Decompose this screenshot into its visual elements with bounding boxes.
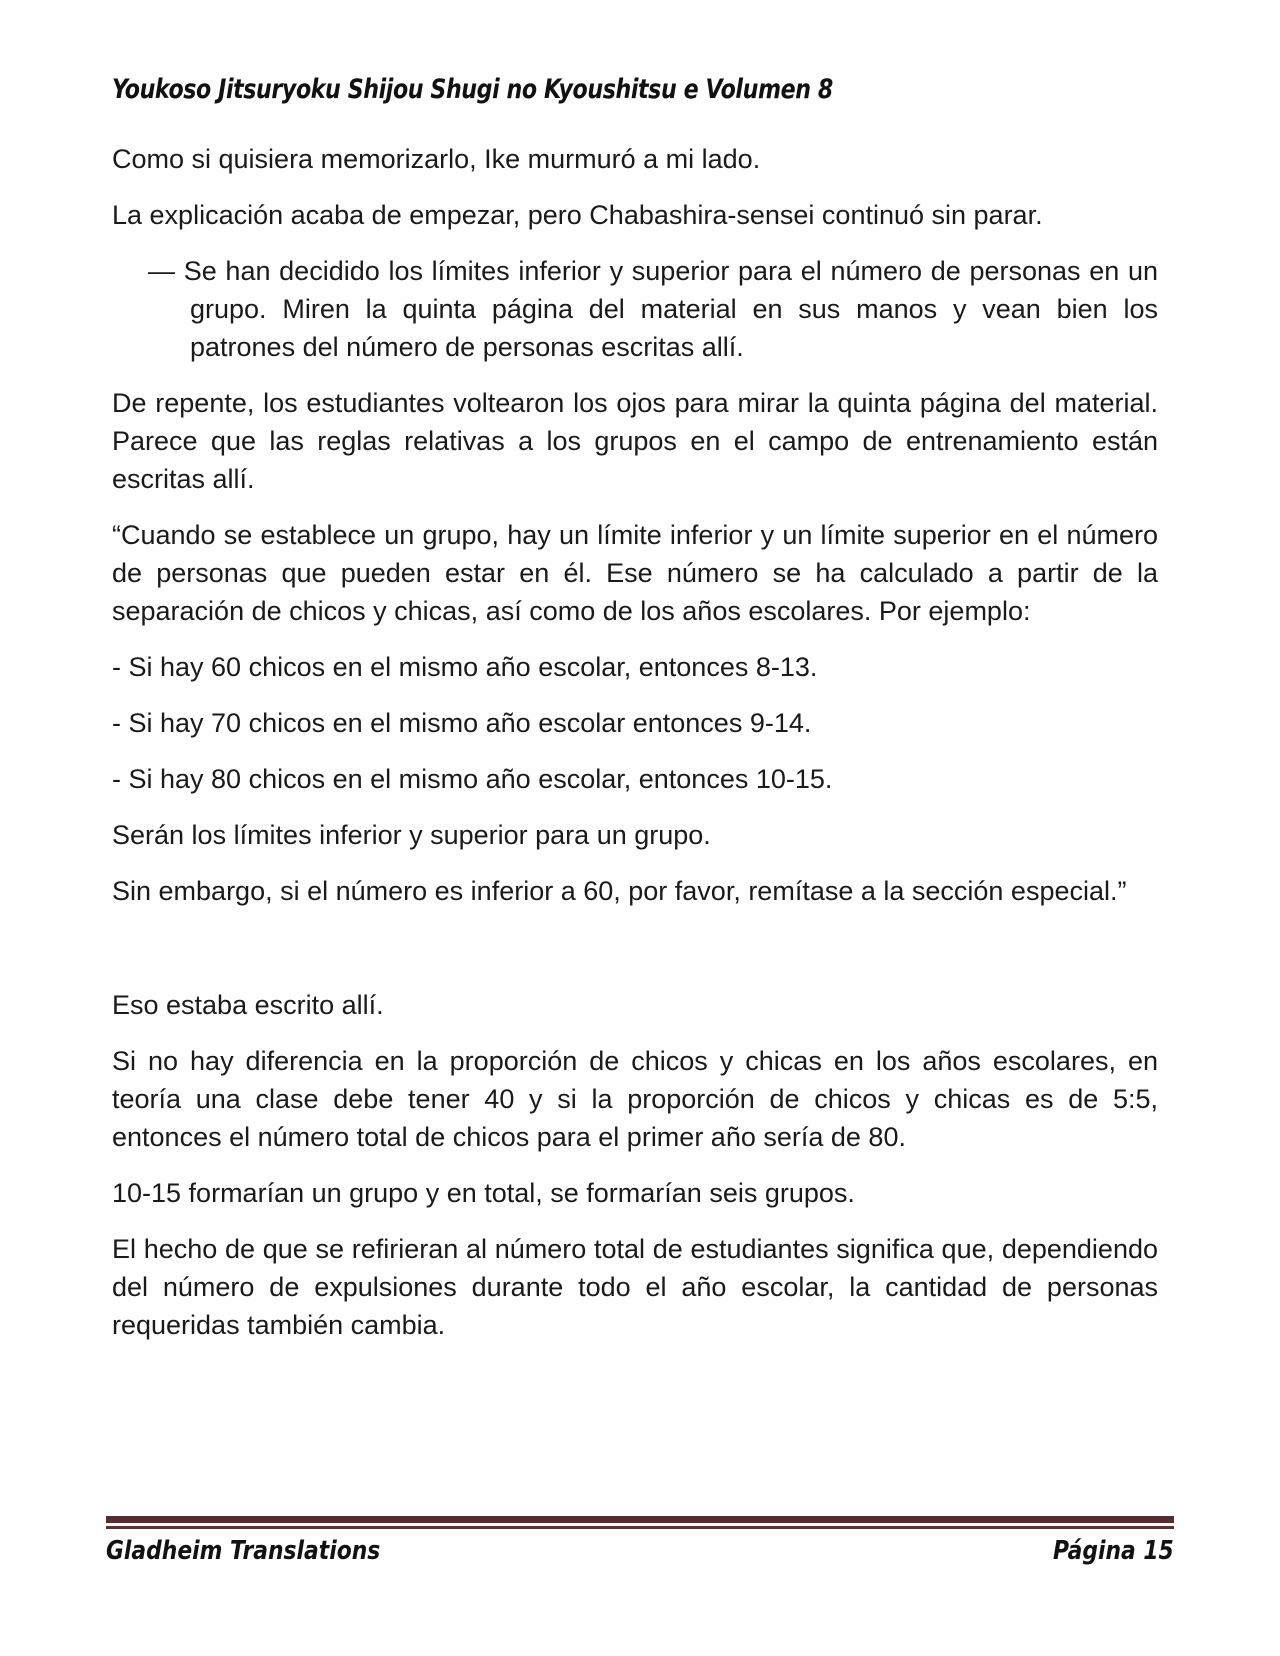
document-body <box>112 140 1158 1344</box>
example-item-80: - Si hay 80 chicos en el mismo año escolar, entonces 10-15. <box>112 764 833 794</box>
footer-translator-credit: Gladheim Translations <box>106 1536 381 1566</box>
rules-quote-intro: “Cuando se establece un grupo, hay un límite inferior y un límite superior en el número de personas que pueden estar en él. Ese número se ha calculado a partir de la separación de chicos y chicas, así como de los años escolares. Por ejemplo: <box>112 520 1158 626</box>
narration-paragraph-2: La explicación acaba de empezar, pero Chabashira-sensei continuó sin parar. <box>112 200 1043 230</box>
narration-paragraph-7: El hecho de que se refirieran al número total de estudiantes significa que, dependiendo del número de expulsiones durante todo el año escolar, la cantidad de personas requeridas también cambia. <box>112 1234 1158 1340</box>
narration-paragraph-5: Si no hay diferencia en la proporción de chicos y chicas en los años escolares, en teoría una clase debe tener 40 y si la proporción de chicos y chicas es de 5:5, entonces el número total de chicos para el primer año sería de 80. <box>112 1046 1158 1152</box>
page-footer <box>106 1516 1174 1566</box>
narration-paragraph-1: Como si quisiera memorizarlo, Ike murmuró a mi lado. <box>112 144 761 174</box>
rules-quote-limits: Serán los límites inferior y superior para un grupo. <box>112 820 711 850</box>
footer-rule-thick <box>106 1516 1174 1523</box>
example-item-60: - Si hay 60 chicos en el mismo año escolar, entonces 8-13. <box>112 652 818 682</box>
page-header-title: Youkoso Jitsuryoku Shijou Shugi no Kyoushitsu e Volumen 8 <box>112 74 833 105</box>
blank-space <box>112 928 1158 986</box>
rules-quote-special: Sin embargo, si el número es inferior a 60, por favor, remítase a la sección especial.” <box>112 876 1127 906</box>
dialogue-paragraph: — Se han decidido los límites inferior y superior para el número de personas en un grupo. Miren la quinta página del material en sus manos y vean bien los patrones del número de personas escritas allí. <box>148 256 1158 362</box>
example-item-70: - Si hay 70 chicos en el mismo año escolar entonces 9-14. <box>112 708 812 738</box>
narration-paragraph-4: Eso estaba escrito allí. <box>112 990 384 1020</box>
footer-rule-thin <box>106 1526 1174 1529</box>
narration-paragraph-3: De repente, los estudiantes voltearon los ojos para mirar la quinta página del material. Parece que las reglas relativas a los grupos en el campo de entrenamiento están escritas allí. <box>112 388 1158 494</box>
narration-paragraph-6: 10-15 formarían un grupo y en total, se formarían seis grupos. <box>112 1178 855 1208</box>
footer-page-number: Página 15 <box>1053 1536 1174 1566</box>
